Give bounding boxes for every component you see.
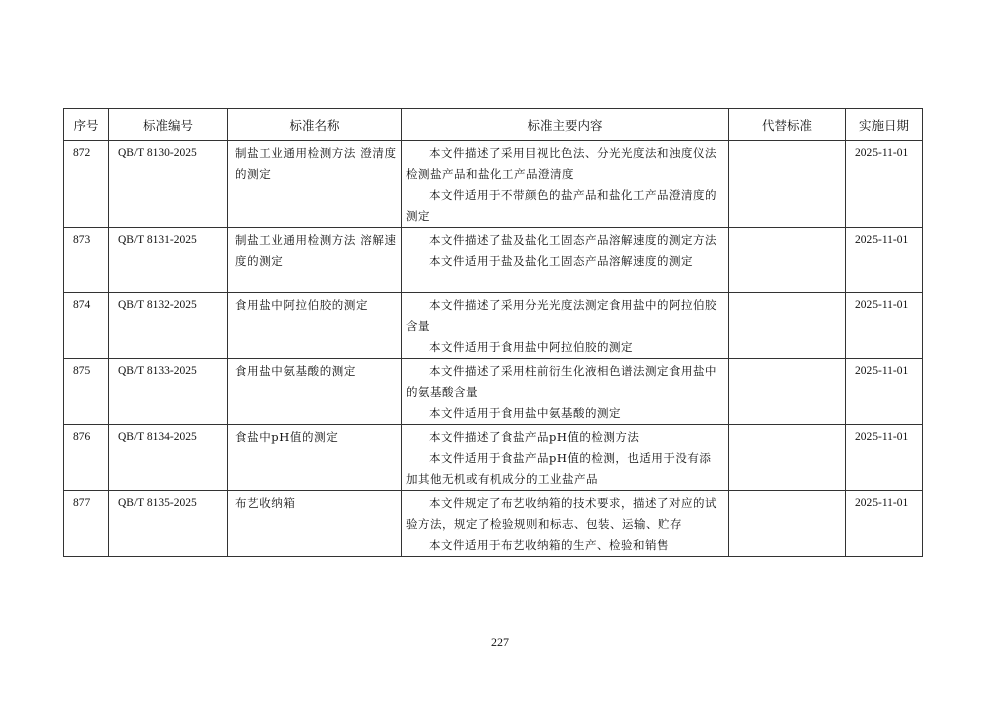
content-paragraph: 本文件适用于食用盐中氨基酸的测定 — [429, 406, 621, 420]
cell-no: 876 — [64, 425, 109, 491]
content-paragraph: 本文件描述了采用目视比色法、分光光度法和浊度仪法检测盐产品和盐化工产品澄清度 — [406, 146, 717, 181]
cell-content — [402, 491, 729, 557]
table-row — [64, 359, 923, 425]
cell-code: QB/T 8132-2025 — [109, 293, 228, 359]
table-row — [64, 491, 923, 557]
cell-code: QB/T 8130-2025 — [109, 141, 228, 228]
cell-content — [402, 359, 729, 425]
content-paragraph: 本文件适用于食盐产品pH值的检测，也适用于没有添加其他无机或有机成分的工业盐产品 — [406, 451, 712, 486]
page-number: 227 — [491, 635, 509, 649]
cell-replaces — [729, 228, 846, 293]
cell-date: 2025-11-01 — [846, 359, 923, 425]
table-row — [64, 293, 923, 359]
header-no: 序号 — [64, 109, 109, 141]
cell-name: 食用盐中氨基酸的测定 — [228, 359, 402, 425]
cell-no: 877 — [64, 491, 109, 557]
cell-name: 食盐中pH值的测定 — [228, 425, 402, 491]
cell-date: 2025-11-01 — [846, 228, 923, 293]
content-paragraph: 本文件适用于食用盐中阿拉伯胶的测定 — [429, 340, 633, 354]
header-code: 标准编号 — [109, 109, 228, 141]
cell-code: QB/T 8135-2025 — [109, 491, 228, 557]
table-row — [64, 141, 923, 228]
cell-code: QB/T 8131-2025 — [109, 228, 228, 293]
cell-replaces — [729, 141, 846, 228]
cell-replaces — [729, 425, 846, 491]
content-paragraph: 本文件描述了盐及盐化工固态产品溶解速度的测定方法 — [429, 233, 717, 247]
header-content: 标准主要内容 — [402, 109, 729, 141]
cell-date: 2025-11-01 — [846, 491, 923, 557]
header-date: 实施日期 — [846, 109, 923, 141]
cell-code: QB/T 8134-2025 — [109, 425, 228, 491]
cell-content — [402, 228, 729, 293]
cell-no: 873 — [64, 228, 109, 293]
cell-name: 布艺收纳箱 — [228, 491, 402, 557]
cell-replaces — [729, 293, 846, 359]
cell-name: 制盐工业通用检测方法 溶解速度的测定 — [228, 228, 402, 293]
cell-date: 2025-11-01 — [846, 141, 923, 228]
cell-content — [402, 425, 729, 491]
content-paragraph: 本文件描述了食盐产品pH值的检测方法 — [429, 430, 640, 444]
cell-name: 制盐工业通用检测方法 澄清度的测定 — [228, 141, 402, 228]
cell-content — [402, 293, 729, 359]
table-header-row — [64, 109, 923, 141]
table-row — [64, 228, 923, 293]
cell-date: 2025-11-01 — [846, 425, 923, 491]
table-row — [64, 425, 923, 491]
standards-table — [63, 108, 923, 557]
content-paragraph: 本文件适用于盐及盐化工固态产品溶解速度的测定 — [429, 254, 693, 268]
cell-code: QB/T 8133-2025 — [109, 359, 228, 425]
cell-no: 872 — [64, 141, 109, 228]
cell-replaces — [729, 491, 846, 557]
content-paragraph: 本文件适用于布艺收纳箱的生产、检验和销售 — [429, 538, 669, 552]
content-paragraph: 本文件描述了采用分光光度法测定食用盐中的阿拉伯胶含量 — [406, 298, 717, 333]
content-paragraph: 本文件适用于不带颜色的盐产品和盐化工产品澄清度的测定 — [406, 188, 717, 223]
content-paragraph: 本文件描述了采用柱前衍生化液相色谱法测定食用盐中的氨基酸含量 — [406, 364, 717, 399]
content-paragraph: 本文件规定了布艺收纳箱的技术要求，描述了对应的试验方法，规定了检验规则和标志、包装、运输、贮存 — [406, 496, 717, 531]
cell-content — [402, 141, 729, 228]
header-name: 标准名称 — [228, 109, 402, 141]
cell-no: 875 — [64, 359, 109, 425]
cell-no: 874 — [64, 293, 109, 359]
cell-replaces — [729, 359, 846, 425]
cell-name: 食用盐中阿拉伯胶的测定 — [228, 293, 402, 359]
cell-date: 2025-11-01 — [846, 293, 923, 359]
header-replaces: 代替标准 — [729, 109, 846, 141]
